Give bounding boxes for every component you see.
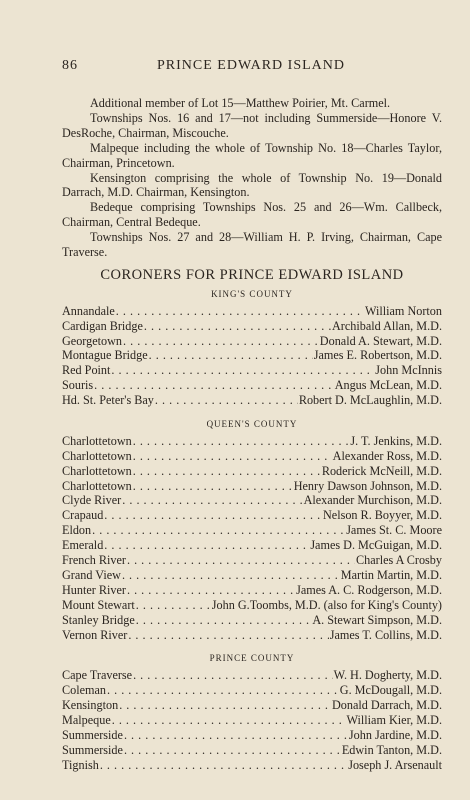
dot-leader	[116, 304, 364, 319]
coroner-entry	[62, 613, 442, 628]
coroner-entry	[62, 319, 442, 334]
dot-leader	[149, 348, 313, 363]
entry-place: Montague Bridge	[62, 348, 148, 363]
page-body	[62, 96, 442, 773]
entry-place: Kensington	[62, 698, 119, 713]
entry-place: Georgetown	[62, 333, 123, 348]
coroner-entry	[62, 508, 442, 523]
entry-place: Grand View	[62, 567, 121, 582]
entry-person: Archibald Allan, M.D.	[331, 318, 442, 333]
entry-person: James E. Robertson, M.D.	[313, 348, 442, 363]
dot-leader	[128, 628, 328, 643]
entry-person: Robert D. McLaughlin, M.D.	[298, 393, 442, 408]
entry-person: Alexander Murchison, M.D.	[303, 493, 442, 508]
entry-place: Summerside	[62, 742, 123, 757]
dot-leader	[92, 523, 345, 538]
entry-place: Charlottetown	[62, 478, 132, 493]
entry-person: G. McDougall, M.D.	[339, 683, 442, 698]
coroner-entry	[62, 393, 442, 408]
entry-person: John Jardine, M.D.	[348, 727, 442, 742]
dot-leader	[133, 434, 350, 449]
entry-place: Mount Stewart	[62, 597, 135, 612]
entry-place: Malpeque	[62, 712, 111, 727]
coroner-entry	[62, 538, 442, 553]
coroner-entry	[62, 334, 442, 349]
entry-place: Cardigan Bridge	[62, 318, 143, 333]
coroner-entry	[62, 583, 442, 598]
dot-leader	[111, 363, 374, 378]
entry-place: Charlottetown	[62, 463, 132, 478]
entry-person: Nelson R. Boyyer, M.D.	[322, 508, 442, 523]
entry-person: James T. Collins, M.D.	[329, 627, 442, 642]
coroner-entry	[62, 523, 442, 538]
coroner-entry	[62, 758, 442, 773]
entry-person: Henry Dawson Johnson, M.D.	[293, 478, 442, 493]
coroner-list	[62, 287, 442, 773]
page-header	[62, 58, 440, 76]
entry-place: Eldon	[62, 523, 92, 538]
dot-leader	[124, 743, 341, 758]
coroner-entry	[62, 628, 442, 643]
entry-place: Emerald	[62, 538, 104, 553]
entry-person: James St. C. Moore	[346, 523, 442, 538]
entry-place: Hd. St. Peter's Bay	[62, 393, 154, 408]
coroner-entry	[62, 668, 442, 683]
entry-person: James A. C. Rodgerson, M.D.	[296, 582, 442, 597]
paragraph: Townships Nos. 27 and 28—William H. P. Irving, Chairman, Cape Traverse.	[62, 230, 442, 260]
entry-place: Crapaud	[62, 508, 104, 523]
dot-leader	[100, 758, 347, 773]
coroner-entry	[62, 728, 442, 743]
page-number: 86	[62, 58, 78, 73]
entry-place: Tignish	[62, 757, 99, 772]
paragraph: Townships Nos. 16 and 17—not including Summerside—Honore V. DesRoche, Chairman, Miscouche.	[62, 110, 442, 140]
entry-place: Hunter River	[62, 582, 126, 597]
entry-person: William Kier, M.D.	[346, 712, 442, 727]
dot-leader	[144, 319, 331, 334]
entry-place: Stanley Bridge	[62, 612, 135, 627]
dot-leader	[133, 449, 332, 464]
entry-person: John G.Toombs, M.D. (also for King's County)	[211, 597, 442, 612]
entry-person: Donald Darrach, M.D.	[332, 698, 442, 713]
entry-place: Clyde River	[62, 493, 122, 508]
coroner-entry	[62, 348, 442, 363]
dot-leader	[122, 568, 340, 583]
entry-place: Summerside	[62, 727, 123, 742]
paragraph: Malpeque including the whole of Township No. 18—Charles Taylor, Chairman, Princetown.	[62, 140, 442, 170]
coroner-entry	[62, 464, 442, 479]
entry-person: Alexander Ross, M.D.	[332, 448, 442, 463]
dot-leader	[133, 479, 293, 494]
dot-leader	[136, 613, 312, 628]
county-heading: QUEEN'S COUNTY	[206, 419, 298, 430]
coroner-entry	[62, 698, 442, 713]
entry-place: Charlottetown	[62, 433, 132, 448]
entry-person: James D. McGuigan, M.D.	[310, 538, 442, 553]
dot-leader	[127, 553, 355, 568]
section-title: CORONERS FOR PRINCE EDWARD ISLAND	[100, 266, 404, 283]
coroner-entry	[62, 598, 442, 613]
coroner-entry	[62, 743, 442, 758]
entry-place: French River	[62, 553, 126, 568]
dot-leader	[112, 713, 346, 728]
entry-person: Angus McLean, M.D.	[334, 378, 442, 393]
coroner-entry	[62, 493, 442, 508]
coroner-entry	[62, 304, 442, 319]
entry-place: Red Point	[62, 363, 111, 378]
dot-leader	[127, 583, 295, 598]
paragraph: Additional member of Lot 15—Matthew Poirier, Mt. Carmel.	[90, 96, 391, 110]
entry-person: John McInnis	[375, 363, 442, 378]
dot-leader	[104, 508, 322, 523]
coroner-entry	[62, 713, 442, 728]
entry-place: Coleman	[62, 683, 107, 698]
dot-leader	[133, 668, 332, 683]
county-heading: PRINCE COUNTY	[209, 653, 295, 664]
coroner-entry	[62, 568, 442, 583]
entry-place: Annandale	[62, 303, 115, 318]
entry-person: Donald A. Stewart, M.D.	[319, 333, 442, 348]
paragraph: Kensington comprising the whole of Township No. 19—Donald Darrach, M.D. Chairman, Kensington.	[62, 170, 442, 200]
dot-leader	[107, 683, 339, 698]
entry-person: William Norton	[364, 303, 442, 318]
dot-leader	[155, 393, 298, 408]
coroner-entry	[62, 553, 442, 568]
coroner-entry	[62, 449, 442, 464]
entry-place: Charlottetown	[62, 448, 132, 463]
coroner-entry	[62, 363, 442, 378]
coroner-entry	[62, 479, 442, 494]
entry-person: A. Stewart Simpson, M.D.	[312, 612, 442, 627]
entry-person: W. H. Dogherty, M.D.	[333, 668, 442, 683]
entry-person: Martin Martin, M.D.	[340, 567, 442, 582]
dot-leader	[122, 493, 302, 508]
entry-place: Souris	[62, 378, 94, 393]
entry-place: Cape Traverse	[62, 668, 133, 683]
dot-leader	[123, 334, 319, 349]
entry-person: Charles A Crosby	[356, 553, 442, 568]
coroner-entry	[62, 434, 442, 449]
entry-person: Joseph J. Arsenault	[348, 757, 442, 772]
coroner-entry	[62, 683, 442, 698]
entry-person: Roderick McNeill, M.D.	[321, 463, 442, 478]
dot-leader	[124, 728, 348, 743]
dot-leader	[94, 378, 334, 393]
dot-leader	[119, 698, 331, 713]
running-title: PRINCE EDWARD ISLAND	[157, 58, 345, 73]
dot-leader	[136, 598, 211, 613]
entry-place: Vernon River	[62, 627, 128, 642]
coroner-entry	[62, 378, 442, 393]
dot-leader	[104, 538, 309, 553]
county-heading: KING'S COUNTY	[211, 288, 293, 299]
paragraph: Bedeque comprising Townships Nos. 25 and 26—Wm. Callbeck, Chairman, Central Bedeque.	[62, 200, 442, 230]
dot-leader	[133, 464, 321, 479]
entry-person: Edwin Tanton, M.D.	[341, 742, 442, 757]
entry-person: J. T. Jenkins, M.D.	[350, 433, 442, 448]
